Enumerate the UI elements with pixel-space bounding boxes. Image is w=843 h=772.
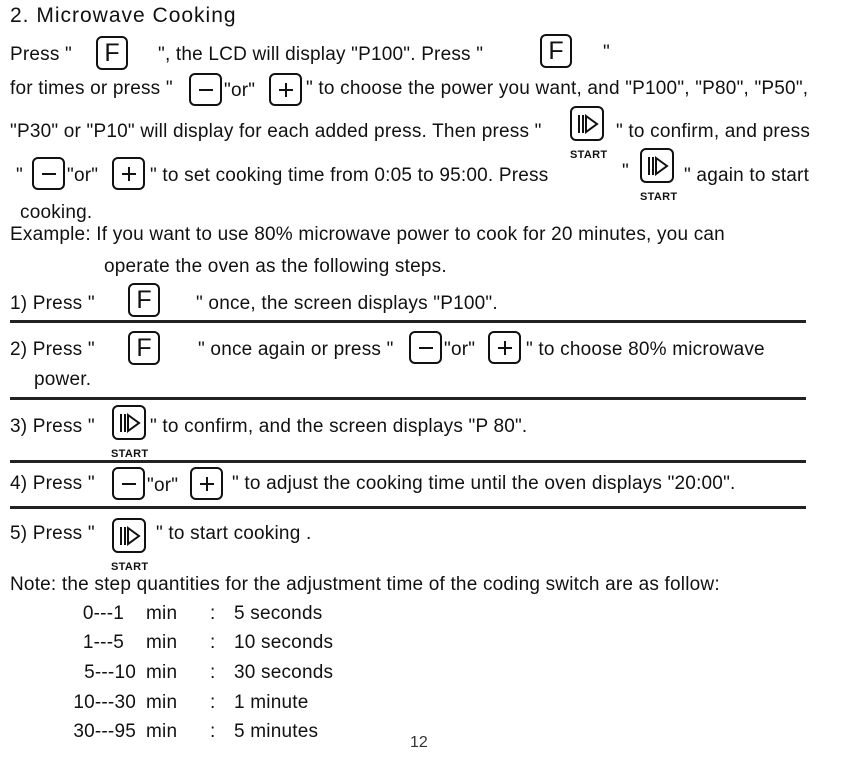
sep-cell: : [210, 632, 216, 653]
plus-key-icon [112, 157, 145, 190]
f-key-icon: F [540, 34, 572, 68]
range-cell: 5---10 [84, 662, 136, 683]
step-3-text: " to confirm, and the screen displays "P 80". [150, 416, 528, 437]
page-number: 12 [410, 734, 428, 751]
divider [10, 506, 806, 509]
start-label: START [640, 191, 678, 203]
start-key-icon [570, 106, 604, 141]
intro-text: " [16, 165, 23, 186]
sep-cell: : [210, 692, 216, 713]
intro-text: " [603, 42, 610, 63]
sep-cell: : [210, 603, 216, 624]
step-5-text: " to start cooking . [156, 523, 312, 544]
intro-text: for times or press " [10, 78, 173, 99]
step-5-text: 5) Press " [10, 523, 95, 544]
start-key-icon [640, 148, 674, 183]
step-1-text: 1) Press " [10, 293, 95, 314]
step-2-text: " to choose 80% microwave [526, 339, 765, 360]
step-2-text: power. [34, 369, 92, 390]
f-key-icon: F [96, 36, 128, 70]
example-text: operate the oven as the following steps. [104, 256, 447, 277]
or-text: "or" [147, 475, 179, 496]
plus-key-icon [488, 331, 521, 364]
step-2-text: 2) Press " [10, 339, 95, 360]
example-text: Example: If you want to use 80% microwave power to cook for 20 minutes, you can [10, 224, 725, 245]
intro-text: " again to start [684, 165, 810, 186]
sep-cell: : [210, 662, 216, 683]
intro-text: Press " [10, 44, 72, 65]
intro-text: " to confirm, and press [616, 121, 811, 142]
or-text: "or" [224, 80, 256, 101]
f-key-icon: F [128, 283, 160, 317]
step-3-text: 3) Press " [10, 416, 95, 437]
divider [10, 460, 806, 463]
start-label: START [570, 149, 608, 161]
step-cell: 5 minutes [234, 721, 319, 742]
or-text: "or" [67, 165, 99, 186]
intro-text: "P30" or "P10" will display for each added press. Then press " [10, 121, 542, 142]
range-cell: 0---1 [82, 603, 124, 624]
unit-cell: min [146, 603, 178, 624]
step-cell: 10 seconds [234, 632, 334, 653]
minus-key-icon [409, 331, 442, 364]
intro-text: " to choose the power you want, and "P100", "P80", "P50", [306, 78, 809, 99]
intro-text: ", the LCD will display "P100". Press " [158, 44, 484, 65]
start-label: START [111, 561, 149, 573]
start-label: START [111, 448, 149, 460]
minus-key-icon [189, 73, 222, 106]
unit-cell: min [146, 662, 178, 683]
f-key-icon: F [128, 331, 160, 365]
divider [10, 320, 806, 323]
step-4-text: 4) Press " [10, 473, 95, 494]
note-text: Note: the step quantities for the adjustment time of the coding switch are as follow: [10, 574, 720, 595]
range-cell: 30---95 [73, 721, 136, 742]
plus-key-icon [269, 73, 302, 106]
start-key-icon [112, 518, 146, 553]
section-title: 2. Microwave Cooking [10, 4, 237, 27]
divider [10, 397, 806, 400]
minus-key-icon [32, 157, 65, 190]
range-cell: 1---5 [82, 632, 124, 653]
minus-key-icon [112, 467, 145, 500]
step-4-text: " to adjust the cooking time until the oven displays "20:00". [232, 473, 736, 494]
plus-key-icon [190, 467, 223, 500]
step-cell: 30 seconds [234, 662, 334, 683]
step-cell: 5 seconds [234, 603, 323, 624]
or-text: "or" [444, 339, 476, 360]
unit-cell: min [146, 692, 178, 713]
step-2-text: " once again or press " [198, 339, 394, 360]
intro-text: cooking. [20, 202, 93, 223]
range-cell: 10---30 [73, 692, 136, 713]
unit-cell: min [146, 721, 178, 742]
step-1-text: " once, the screen displays "P100". [196, 293, 498, 314]
sep-cell: : [210, 721, 216, 742]
start-key-icon [112, 405, 146, 440]
step-cell: 1 minute [234, 692, 309, 713]
unit-cell: min [146, 632, 178, 653]
intro-text: " to set cooking time from 0:05 to 95:00. Press [150, 165, 549, 186]
intro-text: " [622, 161, 629, 182]
